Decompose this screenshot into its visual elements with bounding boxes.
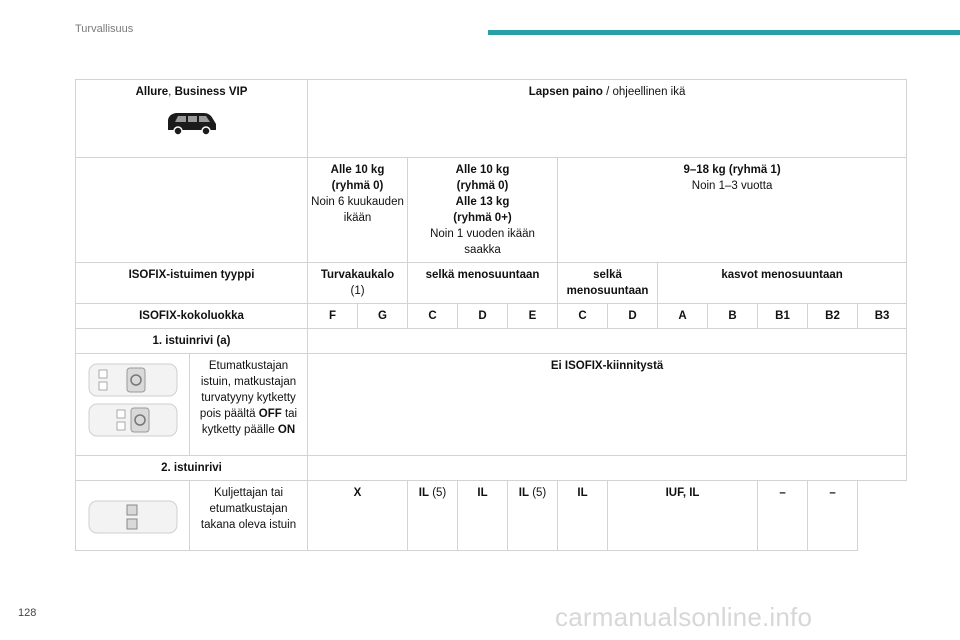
isofix-class-label: ISOFIX-kokoluokka xyxy=(76,304,308,329)
value-cell: IL (5) xyxy=(408,481,458,551)
size-class-cell: D xyxy=(608,304,658,329)
size-class-cell: B xyxy=(708,304,758,329)
seat-diagram-cell xyxy=(76,481,190,551)
model-cell: Allure, Business VIP xyxy=(76,80,308,158)
watermark: carmanualsonline.info xyxy=(555,602,813,632)
carrycot-cell: Turvakaukalo (1) xyxy=(308,263,408,304)
size-class-cell: G xyxy=(358,304,408,329)
front-seat-diagram-icon xyxy=(87,362,179,398)
value-cell: – xyxy=(758,481,808,551)
size-class-cell: D xyxy=(458,304,508,329)
forward-facing-cell: kasvot menosuuntaan xyxy=(658,263,907,304)
row1-label: 1. istuinrivi (a) xyxy=(76,329,308,354)
value-cell: IL (5) xyxy=(508,481,558,551)
seat-diagram-cell xyxy=(76,354,190,456)
size-class-cell: C xyxy=(408,304,458,329)
van-icon xyxy=(166,110,218,136)
table-row xyxy=(76,456,907,481)
weight-header-cell xyxy=(308,80,907,158)
value-cell: IL xyxy=(458,481,508,551)
page-number: 128 xyxy=(18,607,37,619)
table-row xyxy=(76,80,907,158)
isofix-type-label: ISOFIX-istuimen tyyppi xyxy=(76,263,308,304)
size-class-cell: C xyxy=(558,304,608,329)
value-cell: X xyxy=(308,481,408,551)
empty-cell xyxy=(308,329,907,354)
airbag-on-label: ON xyxy=(277,424,296,436)
size-class-cell: B1 xyxy=(758,304,808,329)
group0plus-cell: Alle 10 kg (ryhmä 0) Alle 13 kg (ryhmä 0+) Noin 1 vuoden ikään saakka xyxy=(408,158,558,263)
size-class-cell: A xyxy=(658,304,708,329)
airbag-off-label: OFF xyxy=(258,408,282,420)
table-row xyxy=(76,263,907,304)
section-title: Turvallisuus xyxy=(75,23,134,35)
rear-facing-cell: selkä menosuuntaan xyxy=(558,263,658,304)
table-row xyxy=(76,158,907,263)
rear-seat-diagram-icon xyxy=(87,499,179,535)
size-class-cell: B2 xyxy=(808,304,858,329)
row2-label: 2. istuinrivi xyxy=(76,456,308,481)
seat-description-cell: Etumatkustajan istuin, matkustajan turvatyyny kytketty pois päältä OFF tai kytketty päälle ON xyxy=(190,354,308,456)
empty-cell xyxy=(308,456,907,481)
table-row xyxy=(76,304,907,329)
no-isofix-cell: Ei ISOFIX-kiinnitystä xyxy=(308,354,907,456)
value-cell: – xyxy=(808,481,858,551)
model-name: Allure xyxy=(135,86,169,98)
table-row xyxy=(76,329,907,354)
front-seat-diagram-icon xyxy=(87,402,179,438)
empty-cell xyxy=(76,158,308,263)
size-class-cell: B3 xyxy=(858,304,907,329)
value-cell: IUF, IL xyxy=(608,481,758,551)
group1-cell: 9–18 kg (ryhmä 1) Noin 1–3 vuotta xyxy=(558,158,907,263)
size-class-cell: E xyxy=(508,304,558,329)
rear-facing-cell: selkä menosuuntaan xyxy=(408,263,558,304)
age-label: / ohjeellinen ikä xyxy=(602,86,686,98)
isofix-table xyxy=(75,79,907,551)
group0-cell: Alle 10 kg (ryhmä 0) Noin 6 kuukauden ikään xyxy=(308,158,408,263)
header-accent-bar xyxy=(488,30,960,35)
size-class-cell: F xyxy=(308,304,358,329)
model-name: Business VIP xyxy=(174,86,248,98)
table-row xyxy=(76,354,907,456)
weight-label: Lapsen paino xyxy=(528,86,603,98)
value-cell: IL xyxy=(558,481,608,551)
table-row xyxy=(76,481,907,551)
seat-description-cell: Kuljettajan tai etumatkustajan takana oleva istuin xyxy=(190,481,308,551)
